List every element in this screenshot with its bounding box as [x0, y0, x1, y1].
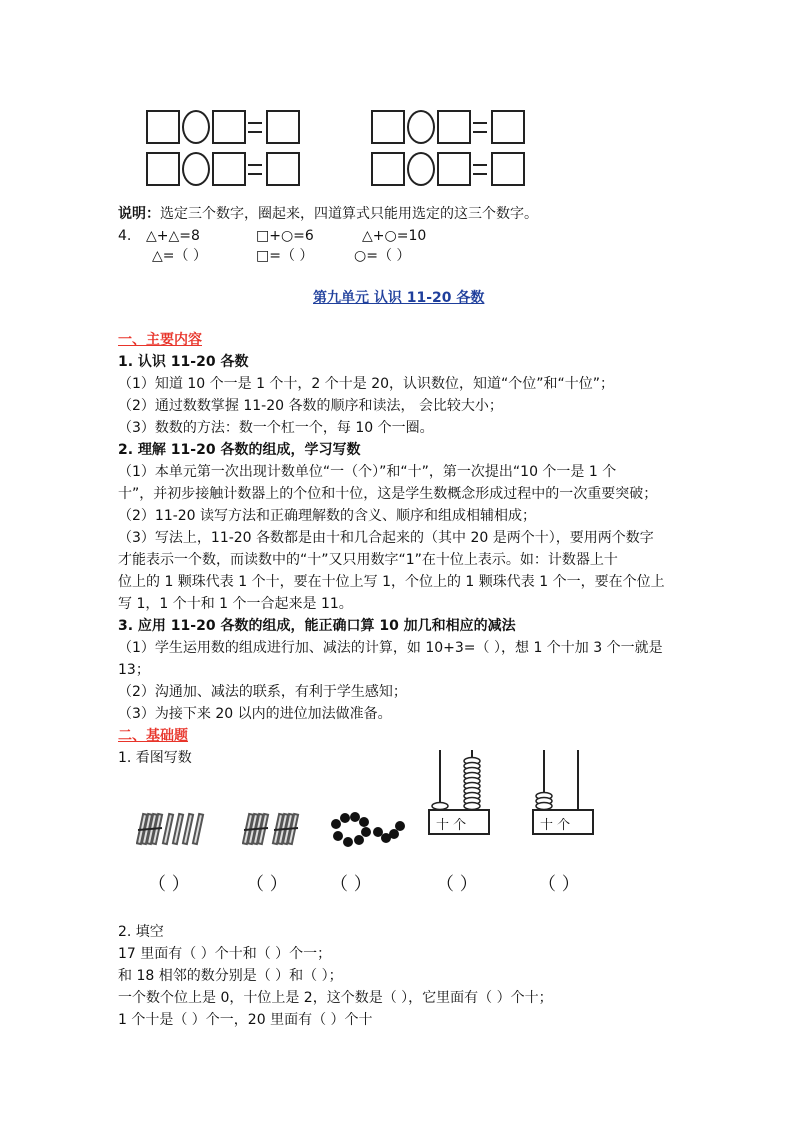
- s1-title: 1. 认识 11-20 各数: [118, 354, 249, 370]
- q2-item: 1 个十是（ ）个一，20 里面有（ ）个十: [118, 1012, 373, 1028]
- q4-number: 4.: [118, 228, 132, 244]
- explanation-text: 选定三个数字，圈起来，四道算式只能用选定的这三个数字。: [160, 206, 538, 222]
- s2-item: 才能表示一个数，而读数中的“十”又只用数字“1”在十位上表示。如：计数器上十: [118, 552, 618, 568]
- equation-row: [146, 152, 296, 186]
- abacus-label: 十 个: [436, 818, 467, 833]
- blank-box: [371, 110, 405, 144]
- s3-item: （3）为接下来 20 以内的进位加法做准备。: [118, 706, 392, 722]
- answer-blank: （ ）: [330, 874, 372, 895]
- blank-circle: [182, 152, 210, 186]
- blank-box: [491, 152, 525, 186]
- answer-blank: （ ）: [436, 874, 478, 895]
- s3-item: （1）学生运用数的组成进行加、减法的计算，如 10+3=（ ），想 1 个十加 3 个一就是: [118, 640, 663, 656]
- abacus-label: 十 个: [540, 818, 571, 833]
- q4-ans2: □=（ ）: [256, 248, 314, 264]
- q4-eq3: △+○=10: [362, 228, 427, 244]
- section1-title: 一、主要内容: [118, 332, 202, 348]
- s2-item: 位上的 1 颗珠代表 1 个十，要在十位上写 1，个位上的 1 颗珠代表 1 个一，要在个位上: [118, 574, 665, 590]
- blank-box: [212, 152, 246, 186]
- two-bundles-picture: [242, 808, 304, 848]
- equation-row: [371, 152, 521, 186]
- equals-sign: [473, 122, 487, 133]
- q4-eq1: △+△=8: [146, 228, 200, 244]
- unit-title: 第九单元 认识 11-20 各数: [313, 290, 485, 306]
- bead-string-picture: [326, 810, 406, 850]
- q1-title: 1. 看图写数: [118, 750, 192, 766]
- blank-box: [266, 110, 300, 144]
- answer-blank: （ ）: [148, 874, 190, 895]
- q4-equations: [118, 226, 131, 246]
- blank-box: [266, 152, 300, 186]
- equals-sign: [248, 122, 262, 133]
- s2-item: 写 1，1 个十和 1 个一合起来是 11。: [118, 596, 353, 612]
- answer-blank: （ ）: [538, 874, 580, 895]
- answer-blank: （ ）: [246, 874, 288, 895]
- blank-circle: [407, 152, 435, 186]
- s1-item: （2）通过数数掌握 11-20 各数的顺序和读法， 会比较大小；: [118, 398, 503, 414]
- s3-item: 13；: [118, 662, 150, 678]
- blank-box: [212, 110, 246, 144]
- s1-item: （3）数数的方法：数一个杠一个，每 10 个一圈。: [118, 420, 434, 436]
- s3-title: 3. 应用 11-20 各数的组成，能正确口算 10 加几和相应的减法: [118, 618, 516, 634]
- explanation: [118, 204, 538, 224]
- q4-eq2: □+○=6: [256, 228, 314, 244]
- q2-item: 和 18 相邻的数分别是（ ）和（ ）；: [118, 968, 343, 984]
- explanation-label: 说明：: [118, 206, 160, 222]
- equation-row: [371, 110, 521, 144]
- stick-bundle-picture: [136, 808, 212, 848]
- s2-item: （1）本单元第一次出现计数单位“一（个）”和“十”，第一次提出“10 个一是 1 个: [118, 464, 617, 480]
- s2-title: 2. 理解 11-20 各数的组成，学习写数: [118, 442, 361, 458]
- s2-item: 十”，并初步接触计数器上的个位和十位，这是学生数概念形成过程中的一次重要突破；: [118, 486, 658, 502]
- blank-box: [146, 152, 180, 186]
- blank-box: [146, 110, 180, 144]
- s2-item: （3）写法上，11-20 各数都是由十和几合起来的（其中 20 是两个十），要用两个数字: [118, 530, 654, 546]
- equals-sign: [473, 164, 487, 175]
- s3-item: （2）沟通加、减法的联系，有利于学生感知；: [118, 684, 407, 700]
- q4-ans3: ○=（ ）: [354, 248, 411, 264]
- blank-box: [371, 152, 405, 186]
- blank-box: [437, 152, 471, 186]
- q2-title: 2. 填空: [118, 924, 164, 940]
- q2-item: 17 里面有（ ）个十和（ ）个一；: [118, 946, 332, 962]
- blank-circle: [182, 110, 210, 144]
- q2-item: 一个数个位上是 0，十位上是 2，这个数是（ ），它里面有（ ）个十；: [118, 990, 553, 1006]
- s1-item: （1）知道 10 个一是 1 个十，2 个十是 20，认识数位，知道“个位”和“十位”；: [118, 376, 615, 392]
- blank-box: [437, 110, 471, 144]
- section2-title: 二、基础题: [118, 728, 188, 744]
- blank-circle: [407, 110, 435, 144]
- s2-item: （2）11-20 读写方法和正确理解数的含义、顺序和组成相辅相成；: [118, 508, 537, 524]
- q4-ans1: △=（ ）: [152, 248, 207, 264]
- equals-sign: [248, 164, 262, 175]
- equation-row: [146, 110, 296, 144]
- blank-box: [491, 110, 525, 144]
